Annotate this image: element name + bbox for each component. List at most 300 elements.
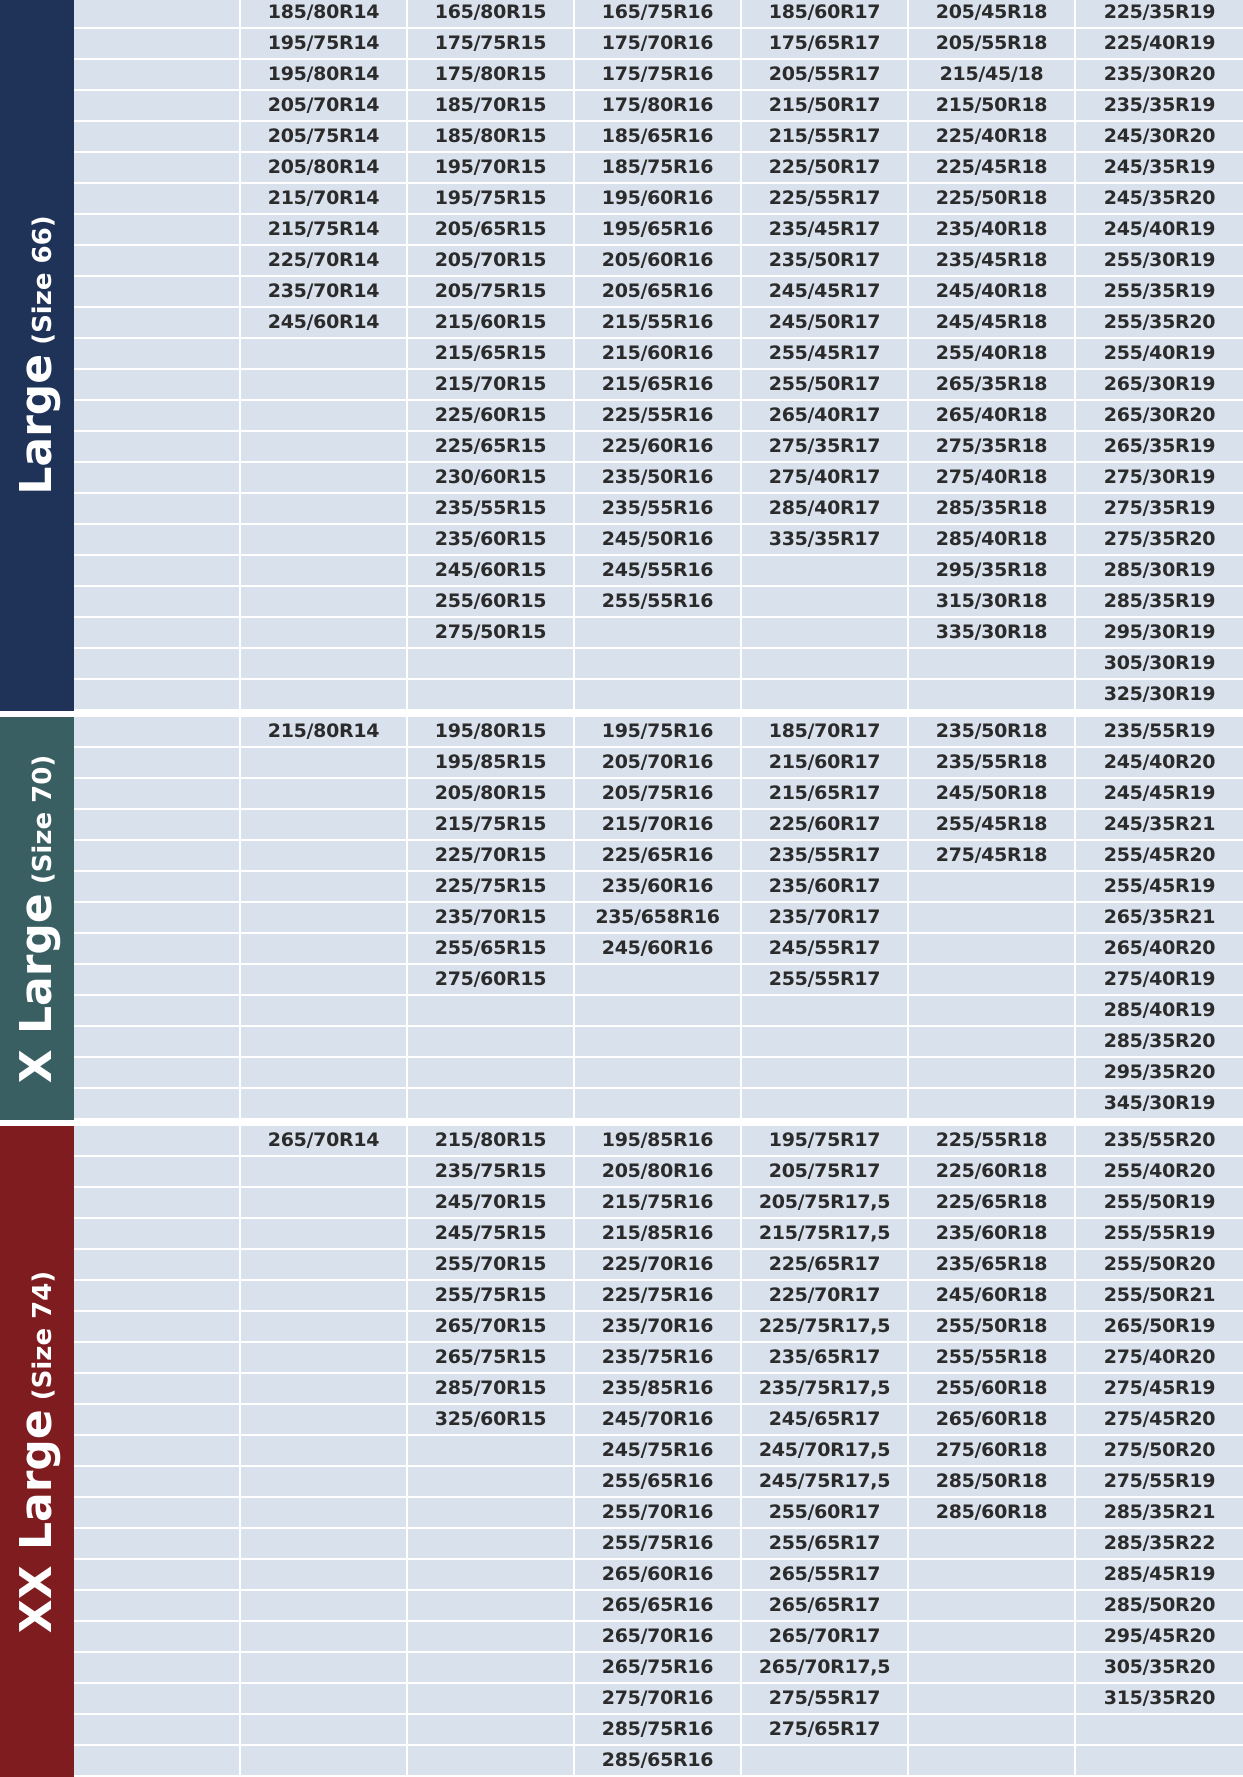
tire-size-cell [909, 1529, 1074, 1560]
tire-size-cell: 205/55R18 [909, 29, 1074, 60]
tire-size-cell: 235/55R15 [408, 494, 573, 525]
tire-size-cell: 245/55R16 [575, 556, 740, 587]
size-band [0, 717, 74, 1120]
tire-size-cell: 295/35R18 [909, 556, 1074, 587]
tire-size-cell [909, 1715, 1074, 1746]
tire-size-cell [909, 903, 1074, 934]
tire-size-cell: 275/60R15 [408, 965, 573, 996]
tire-size-cell: 245/50R17 [742, 308, 907, 339]
tire-size-cell [408, 1591, 573, 1622]
tire-size-cell: 225/35R19 [1076, 0, 1243, 29]
tire-size-cell: 295/30R19 [1076, 618, 1243, 649]
size-column [909, 0, 1076, 711]
size-column [1076, 717, 1243, 1120]
tire-size-cell [74, 680, 239, 711]
tire-size-cell [909, 1622, 1074, 1653]
tire-size-cell: 255/55R19 [1076, 1219, 1243, 1250]
tire-size-cell [575, 680, 740, 711]
tire-size-cell: 255/60R18 [909, 1374, 1074, 1405]
tire-size-cell [74, 432, 239, 463]
tire-size-cell [74, 494, 239, 525]
size-number: (Size 66) [28, 214, 58, 354]
tire-size-cell [408, 1746, 573, 1777]
tire-size-cell [909, 1684, 1074, 1715]
tire-size-cell: 185/65R16 [575, 122, 740, 153]
tire-size-cell: 265/70R17,5 [742, 1653, 907, 1684]
tire-size-cell: 285/40R19 [1076, 996, 1243, 1027]
tire-size-cell: 195/75R15 [408, 184, 573, 215]
tire-size-cell [74, 1058, 239, 1089]
size-column [1076, 0, 1243, 711]
tire-size-cell: 225/60R17 [742, 810, 907, 841]
tire-size-cell: 245/35R21 [1076, 810, 1243, 841]
tire-size-cell: 225/55R17 [742, 184, 907, 215]
tire-size-cell: 285/40R17 [742, 494, 907, 525]
tire-size-cell [742, 556, 907, 587]
tire-size-cell [74, 184, 239, 215]
tire-size-cell: 225/40R19 [1076, 29, 1243, 60]
tire-size-cell [74, 1498, 239, 1529]
tire-size-cell [241, 401, 406, 432]
tire-size-cell: 205/75R15 [408, 277, 573, 308]
tire-size-cell: 185/70R15 [408, 91, 573, 122]
size-column [241, 717, 408, 1120]
tire-size-cell [408, 1529, 573, 1560]
tire-size-cell: 175/75R15 [408, 29, 573, 60]
tire-size-cell: 255/75R16 [575, 1529, 740, 1560]
tire-size-cell [241, 432, 406, 463]
tire-size-cell: 255/45R18 [909, 810, 1074, 841]
tire-size-cell: 235/60R18 [909, 1219, 1074, 1250]
tire-size-cell [241, 463, 406, 494]
tire-size-cell: 275/70R16 [575, 1684, 740, 1715]
tire-size-cell: 285/30R19 [1076, 556, 1243, 587]
size-column [742, 0, 909, 711]
tire-size-cell [408, 1467, 573, 1498]
tire-size-cell: 255/35R20 [1076, 308, 1243, 339]
tire-size-cell: 215/80R15 [408, 1126, 573, 1157]
tire-size-cell [74, 1622, 239, 1653]
tire-size-cell: 265/70R15 [408, 1312, 573, 1343]
tire-size-cell: 265/65R17 [742, 1591, 907, 1622]
tire-size-cell: 235/50R17 [742, 246, 907, 277]
tire-size-cell [74, 339, 239, 370]
tire-size-cell: 225/40R18 [909, 122, 1074, 153]
tire-size-cell: 315/30R18 [909, 587, 1074, 618]
tire-size-cell: 205/75R14 [241, 122, 406, 153]
tire-size-cell: 335/35R17 [742, 525, 907, 556]
tire-size-cell: 215/60R15 [408, 308, 573, 339]
tire-size-cell: 215/55R17 [742, 122, 907, 153]
tire-size-cell [74, 153, 239, 184]
tire-size-cell: 235/75R16 [575, 1343, 740, 1374]
tire-size-cell: 285/50R20 [1076, 1591, 1243, 1622]
tire-size-cell: 195/85R15 [408, 748, 573, 779]
tire-size-cell [74, 810, 239, 841]
tire-size-cell: 295/35R20 [1076, 1058, 1243, 1089]
tire-size-cell [74, 1188, 239, 1219]
tire-size-cell [408, 1436, 573, 1467]
tire-size-cell: 275/45R19 [1076, 1374, 1243, 1405]
tire-size-cell [742, 1027, 907, 1058]
size-band [0, 1126, 74, 1777]
tire-size-cell [909, 1746, 1074, 1777]
tire-size-cell [74, 1027, 239, 1058]
tire-size-cell: 265/70R17 [742, 1622, 907, 1653]
tire-size-cell [575, 1027, 740, 1058]
tire-size-cell: 215/75R17,5 [742, 1219, 907, 1250]
size-column [74, 0, 241, 711]
tire-size-cell [74, 91, 239, 122]
tire-size-cell: 205/60R16 [575, 246, 740, 277]
tire-size-cell [909, 680, 1074, 711]
tire-size-cell [74, 1715, 239, 1746]
tire-size-cell [74, 841, 239, 872]
tire-size-cell: 255/50R19 [1076, 1188, 1243, 1219]
tire-size-cell: 255/55R18 [909, 1343, 1074, 1374]
tire-size-cell: 245/45R17 [742, 277, 907, 308]
tire-size-cell: 225/75R16 [575, 1281, 740, 1312]
size-column [575, 1126, 742, 1777]
tire-size-cell: 265/35R19 [1076, 432, 1243, 463]
tire-size-cell: 265/30R20 [1076, 401, 1243, 432]
tire-size-cell: 205/75R17,5 [742, 1188, 907, 1219]
tire-size-cell: 275/65R17 [742, 1715, 907, 1746]
tire-size-cell [74, 1436, 239, 1467]
tire-size-cell [74, 1467, 239, 1498]
tire-size-cell: 185/75R16 [575, 153, 740, 184]
tire-size-cell: 235/70R15 [408, 903, 573, 934]
tire-size-cell [408, 1684, 573, 1715]
tire-size-cell [74, 370, 239, 401]
tire-size-cell [74, 308, 239, 339]
tire-size-cell [74, 934, 239, 965]
size-column [241, 0, 408, 711]
tire-size-cell: 205/55R17 [742, 60, 907, 91]
tire-size-cell: 265/40R17 [742, 401, 907, 432]
tire-size-cell: 225/65R17 [742, 1250, 907, 1281]
tire-size-cell: 235/65R17 [742, 1343, 907, 1374]
size-band [0, 0, 74, 711]
tire-size-cell [241, 1157, 406, 1188]
tire-size-cell: 215/65R17 [742, 779, 907, 810]
tire-size-cell: 265/70R16 [575, 1622, 740, 1653]
tire-size-cell [241, 1653, 406, 1684]
tire-size-cell [74, 1312, 239, 1343]
tire-size-cell: 195/75R16 [575, 717, 740, 748]
tire-size-cell: 165/80R15 [408, 0, 573, 29]
tire-size-cell [241, 841, 406, 872]
tire-size-cell [74, 1126, 239, 1157]
tire-size-cell: 225/60R15 [408, 401, 573, 432]
tire-size-cell [74, 525, 239, 556]
tire-size-cell: 195/80R15 [408, 717, 573, 748]
tire-size-cell: 245/70R16 [575, 1405, 740, 1436]
tire-size-cell [74, 903, 239, 934]
tire-size-cell [241, 1560, 406, 1591]
tire-size-cell [241, 1746, 406, 1777]
tire-size-cell [74, 1089, 239, 1120]
tire-size-cell: 175/80R15 [408, 60, 573, 91]
tire-size-cell: 235/55R18 [909, 748, 1074, 779]
tire-size-cell [241, 1622, 406, 1653]
size-column [74, 1126, 241, 1777]
size-name: Large [11, 353, 62, 495]
tire-size-cell [575, 649, 740, 680]
tire-size-cell: 245/75R17,5 [742, 1467, 907, 1498]
tire-size-cell: 235/65R18 [909, 1250, 1074, 1281]
tire-size-cell: 225/60R16 [575, 432, 740, 463]
tire-size-cell: 275/45R20 [1076, 1405, 1243, 1436]
tire-size-cell [241, 339, 406, 370]
tire-size-cell: 275/35R17 [742, 432, 907, 463]
tire-size-cell: 315/35R20 [1076, 1684, 1243, 1715]
tire-size-cell: 285/75R16 [575, 1715, 740, 1746]
size-name: X Large [11, 892, 62, 1083]
tire-size-cell: 235/55R17 [742, 841, 907, 872]
size-column [241, 1126, 408, 1777]
tire-size-cell: 265/65R16 [575, 1591, 740, 1622]
tire-size-cell: 185/80R15 [408, 122, 573, 153]
tire-size-cell [241, 618, 406, 649]
tire-size-cell: 325/30R19 [1076, 680, 1243, 711]
tire-size-cell [742, 618, 907, 649]
tire-size-cell [909, 1560, 1074, 1591]
tire-size-cell: 225/45R18 [909, 153, 1074, 184]
tire-size-cell [241, 1498, 406, 1529]
size-name: XX Large [11, 1408, 62, 1633]
tire-size-cell: 235/50R18 [909, 717, 1074, 748]
tire-size-cell [241, 748, 406, 779]
tire-size-cell: 175/75R16 [575, 60, 740, 91]
tire-size-cell [408, 1622, 573, 1653]
tire-size-cell [74, 965, 239, 996]
tire-size-cell: 335/30R18 [909, 618, 1074, 649]
tire-size-cell: 245/50R18 [909, 779, 1074, 810]
tire-size-cell [909, 1653, 1074, 1684]
tire-size-cell: 215/75R15 [408, 810, 573, 841]
tire-size-cell [74, 649, 239, 680]
tire-size-cell [74, 60, 239, 91]
tire-size-cell: 215/75R16 [575, 1188, 740, 1219]
tire-size-cell: 175/65R17 [742, 29, 907, 60]
tire-size-cell: 235/658R16 [575, 903, 740, 934]
tire-size-cell: 255/65R17 [742, 1529, 907, 1560]
tire-size-cell: 265/50R19 [1076, 1312, 1243, 1343]
tire-size-cell: 275/40R19 [1076, 965, 1243, 996]
size-section [0, 717, 1243, 1120]
tire-size-cell [74, 618, 239, 649]
tire-size-cell [74, 779, 239, 810]
tire-size-cell: 255/50R21 [1076, 1281, 1243, 1312]
tire-size-cell [241, 494, 406, 525]
tire-size-cell: 255/45R19 [1076, 872, 1243, 903]
tire-size-cell [742, 680, 907, 711]
tire-size-cell [241, 1058, 406, 1089]
tire-size-cell: 265/35R21 [1076, 903, 1243, 934]
tire-size-cell [74, 277, 239, 308]
tire-size-cell: 255/55R16 [575, 587, 740, 618]
tire-size-cell [74, 246, 239, 277]
tire-size-cell [74, 1281, 239, 1312]
tire-size-cell [742, 1058, 907, 1089]
tire-size-cell [408, 1089, 573, 1120]
tire-size-cell: 245/45R19 [1076, 779, 1243, 810]
tire-size-cell [241, 903, 406, 934]
tire-size-cell [408, 1653, 573, 1684]
size-column [1076, 1126, 1243, 1777]
tire-size-cell: 285/45R19 [1076, 1560, 1243, 1591]
tire-size-cell: 305/30R19 [1076, 649, 1243, 680]
tire-size-cell [408, 1715, 573, 1746]
tire-size-cell: 275/35R19 [1076, 494, 1243, 525]
tire-size-cell [74, 872, 239, 903]
size-column [742, 1126, 909, 1777]
tire-size-cell [909, 965, 1074, 996]
tire-size-cell [241, 1405, 406, 1436]
tire-size-cell: 225/75R15 [408, 872, 573, 903]
tire-size-cell [909, 996, 1074, 1027]
tire-size-cell: 285/35R19 [1076, 587, 1243, 618]
tire-size-cell: 195/65R16 [575, 215, 740, 246]
tire-size-cell: 245/60R18 [909, 1281, 1074, 1312]
tire-size-cell [408, 1560, 573, 1591]
tire-size-cell [74, 748, 239, 779]
tire-size-cell [742, 996, 907, 1027]
tire-size-cell: 225/75R17,5 [742, 1312, 907, 1343]
tire-size-cell [74, 556, 239, 587]
tire-size-cell: 255/50R17 [742, 370, 907, 401]
tire-size-cell [241, 556, 406, 587]
tire-size-cell: 245/35R19 [1076, 153, 1243, 184]
tire-size-cell: 205/80R16 [575, 1157, 740, 1188]
tire-size-cell: 265/75R16 [575, 1653, 740, 1684]
tire-size-cell: 215/55R16 [575, 308, 740, 339]
tire-size-cell [241, 1250, 406, 1281]
tire-size-cell: 235/60R17 [742, 872, 907, 903]
tire-size-cell: 205/80R14 [241, 153, 406, 184]
tire-size-cell: 285/40R18 [909, 525, 1074, 556]
tire-size-cell: 215/75R14 [241, 215, 406, 246]
tire-size-cell: 195/85R16 [575, 1126, 740, 1157]
size-column [742, 717, 909, 1120]
tire-size-cell: 235/55R16 [575, 494, 740, 525]
tire-size-cell: 195/75R14 [241, 29, 406, 60]
tire-size-cell: 285/70R15 [408, 1374, 573, 1405]
size-column [909, 1126, 1076, 1777]
size-number: (Size 70) [28, 754, 58, 893]
tire-size-cell: 245/60R16 [575, 934, 740, 965]
tire-size-cell [408, 1027, 573, 1058]
tire-size-cell: 205/45R18 [909, 0, 1074, 29]
tire-size-cell: 285/50R18 [909, 1467, 1074, 1498]
size-column [408, 1126, 575, 1777]
tire-size-cell: 235/60R15 [408, 525, 573, 556]
tire-size-cell [241, 810, 406, 841]
tire-size-cell [74, 1560, 239, 1591]
tire-size-cell [241, 1374, 406, 1405]
tire-size-cell [241, 649, 406, 680]
tire-size-cell [241, 680, 406, 711]
tire-size-cell: 215/65R16 [575, 370, 740, 401]
tire-size-cell: 230/60R15 [408, 463, 573, 494]
tire-size-cell: 255/60R17 [742, 1498, 907, 1529]
size-label [11, 214, 62, 495]
tire-size-cell [408, 1058, 573, 1089]
tire-size-cell: 255/50R18 [909, 1312, 1074, 1343]
tire-size-cell [241, 1219, 406, 1250]
tire-size-cell [1076, 1715, 1243, 1746]
tire-size-cell [742, 1746, 907, 1777]
tire-size-cell: 265/60R16 [575, 1560, 740, 1591]
tire-size-cell: 215/50R17 [742, 91, 907, 122]
tire-size-cell [74, 1250, 239, 1281]
tire-size-cell [74, 215, 239, 246]
tire-size-cell [575, 996, 740, 1027]
size-column [408, 0, 575, 711]
tire-size-cell [909, 1089, 1074, 1120]
tire-size-cell: 215/60R16 [575, 339, 740, 370]
tire-size-cell [241, 1343, 406, 1374]
tire-size-cell: 235/50R16 [575, 463, 740, 494]
tire-size-cell: 205/70R15 [408, 246, 573, 277]
tire-size-cell: 245/60R14 [241, 308, 406, 339]
size-column [575, 0, 742, 711]
tire-size-cell: 255/50R20 [1076, 1250, 1243, 1281]
tire-size-cell: 275/35R18 [909, 432, 1074, 463]
tire-size-cell: 275/55R17 [742, 1684, 907, 1715]
tire-size-cell: 235/40R18 [909, 215, 1074, 246]
tire-size-cell: 285/35R22 [1076, 1529, 1243, 1560]
tire-size-cell [241, 587, 406, 618]
tire-size-cell [241, 872, 406, 903]
tire-size-cell [742, 649, 907, 680]
tire-size-cell [241, 525, 406, 556]
tire-size-cell: 245/55R17 [742, 934, 907, 965]
tire-size-cell [408, 996, 573, 1027]
tire-size-cell: 325/60R15 [408, 1405, 573, 1436]
tire-size-cell: 205/70R16 [575, 748, 740, 779]
tire-size-cell: 195/70R15 [408, 153, 573, 184]
tire-size-cell [74, 587, 239, 618]
tire-size-cell: 305/35R20 [1076, 1653, 1243, 1684]
tire-size-cell: 265/75R15 [408, 1343, 573, 1374]
tire-size-cell: 215/65R15 [408, 339, 573, 370]
tire-size-cell: 225/70R16 [575, 1250, 740, 1281]
tire-size-cell [909, 649, 1074, 680]
tire-size-cell: 255/70R16 [575, 1498, 740, 1529]
tire-size-cell: 215/70R15 [408, 370, 573, 401]
tire-size-cell: 255/40R19 [1076, 339, 1243, 370]
size-section [0, 0, 1243, 711]
tire-size-cell: 185/70R17 [742, 717, 907, 748]
tire-size-cell: 215/70R14 [241, 184, 406, 215]
tire-size-cell [909, 1027, 1074, 1058]
tire-size-cell: 275/40R17 [742, 463, 907, 494]
tire-size-cell [742, 1089, 907, 1120]
tire-size-cell: 225/70R14 [241, 246, 406, 277]
tire-size-cell: 195/80R14 [241, 60, 406, 91]
tire-size-cell: 255/70R15 [408, 1250, 573, 1281]
tire-size-cell [74, 1591, 239, 1622]
tire-size-cell [408, 649, 573, 680]
tire-size-cell: 265/40R18 [909, 401, 1074, 432]
tire-size-cell: 215/85R16 [575, 1219, 740, 1250]
tire-size-cell: 245/75R15 [408, 1219, 573, 1250]
tire-size-cell: 295/45R20 [1076, 1622, 1243, 1653]
tire-size-cell: 195/75R17 [742, 1126, 907, 1157]
tire-size-cell: 245/60R15 [408, 556, 573, 587]
